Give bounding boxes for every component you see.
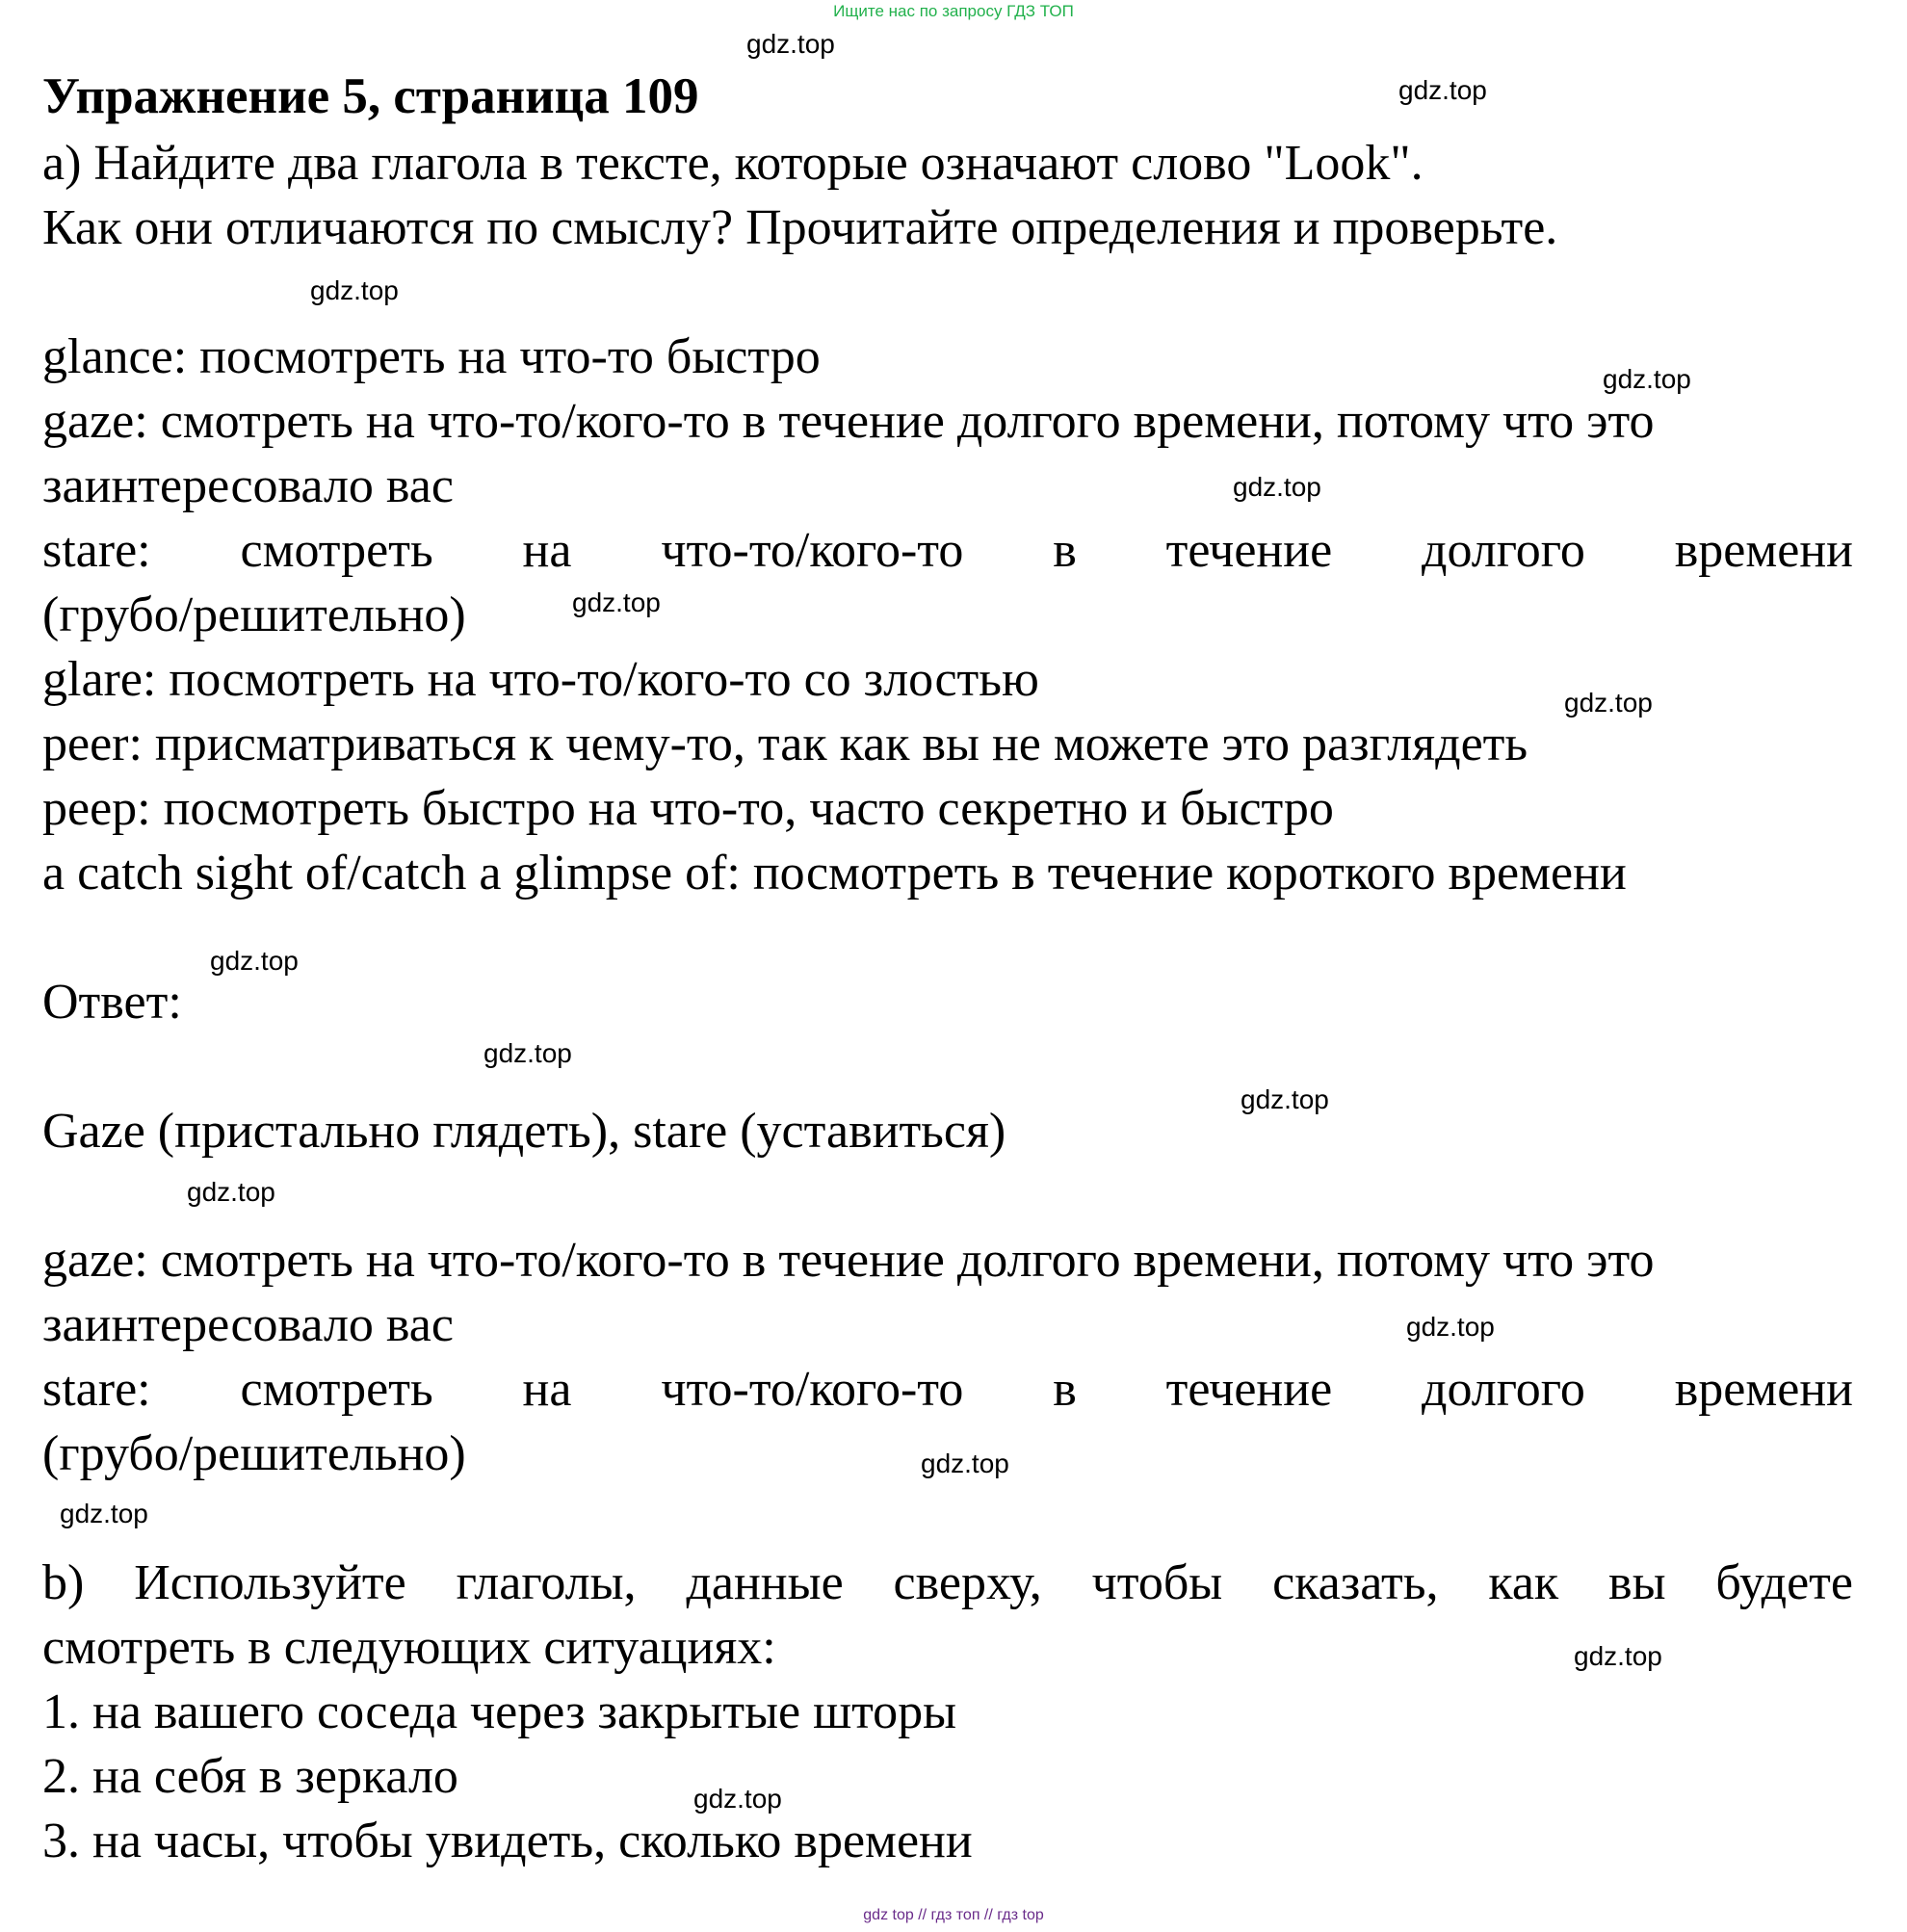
watermark: gdz.top [1233,472,1321,502]
word: в [1053,523,1077,578]
watermark: gdz.top [1241,1084,1329,1114]
word: stare: [42,523,151,578]
word: b) [42,1555,85,1610]
word: времени [1674,1362,1853,1417]
word: что-то/кого-то [661,523,964,578]
definition-catch-sight: a catch sight of/catch a glimpse of: посмотреть в течение короткого времени [42,846,1627,901]
definition-glare: glare: посмотреть на что-то/кого-то со злостью [42,652,1039,707]
answer-verbs: Gaze (пристально глядеть), stare (уставиться) [42,1104,1006,1159]
word: долгого [1422,1362,1585,1417]
watermark: gdz.top [1398,75,1487,105]
word: как [1488,1555,1559,1610]
watermark: gdz.top [310,275,399,305]
word: чтобы [1091,1555,1223,1610]
word: течение [1165,1362,1333,1417]
watermark: gdz.top [1574,1641,1662,1671]
answer-stare-line-1 [42,1361,1853,1418]
word: на [522,1362,572,1417]
word: в [1053,1362,1077,1417]
answer-gaze-line-2: заинтересовало вас [42,1297,454,1352]
watermark: gdz.top [693,1784,782,1814]
definition-peep: peep: посмотреть быстро на что-то, часто секретно и быстро [42,781,1334,836]
definition-peer: peer: присматриваться к чему-то, так как вы не можете это разглядеть [42,717,1528,771]
word: вы [1608,1555,1666,1610]
watermark: gdz.top [746,29,835,59]
situation-item-3: 3. на часы, чтобы увидеть, сколько времени [42,1814,973,1868]
word: на [522,523,572,578]
word: смотреть [240,1362,433,1417]
answer-label: Ответ: [42,975,182,1030]
word: течение [1165,523,1333,578]
task-b-line-2: смотреть в следующих ситуациях: [42,1620,776,1675]
word: смотреть [240,523,433,578]
watermark: gdz.top [60,1499,148,1528]
watermark: gdz.top [187,1177,275,1207]
definition-glance: glance: посмотреть на что-то быстро [42,329,821,384]
watermark: gdz.top [1564,688,1653,718]
word: данные [686,1555,844,1610]
footer-links: gdz top // гдз топ // гдз top [863,1907,1044,1923]
answer-stare-line-2: (грубо/решительно) [42,1426,466,1481]
task-b-line-1 [42,1554,1853,1611]
watermark: gdz.top [572,587,661,617]
word: Используйте [134,1555,406,1610]
definition-gaze-line-2: заинтересовало вас [42,458,454,513]
task-a-line-2: Как они отличаются по смыслу? Прочитайте определения и проверьте. [42,200,1558,255]
watermark: gdz.top [483,1038,572,1068]
word: долгого [1422,523,1585,578]
situation-item-2: 2. на себя в зеркало [42,1749,458,1804]
top-banner: Ищите нас по запросу ГДЗ ТОП [833,2,1074,20]
task-a-line-1: a) Найдите два глагола в тексте, которые означают слово "Look". [42,136,1424,191]
watermark: gdz.top [1603,364,1691,394]
word: времени [1674,523,1853,578]
page-title: Упражнение 5, страница 109 [42,68,699,124]
word: сказать, [1272,1555,1439,1610]
watermark: gdz.top [1406,1312,1495,1342]
answer-gaze-line-1: gaze: смотреть на что-то/кого-то в течение долгого времени, потому что это [42,1233,1655,1288]
watermark: gdz.top [921,1449,1009,1478]
word: сверху, [893,1555,1042,1610]
word: что-то/кого-то [661,1362,964,1417]
watermark: gdz.top [210,946,299,976]
definition-gaze-line-1: gaze: смотреть на что-то/кого-то в течение долгого времени, потому что это [42,394,1655,449]
word: stare: [42,1362,151,1417]
definition-stare-line-1 [42,522,1853,579]
word: глаголы, [456,1555,637,1610]
word: будете [1715,1555,1853,1610]
definition-stare-line-2: (грубо/решительно) [42,587,466,642]
situation-item-1: 1. на вашего соседа через закрытые шторы [42,1684,957,1739]
